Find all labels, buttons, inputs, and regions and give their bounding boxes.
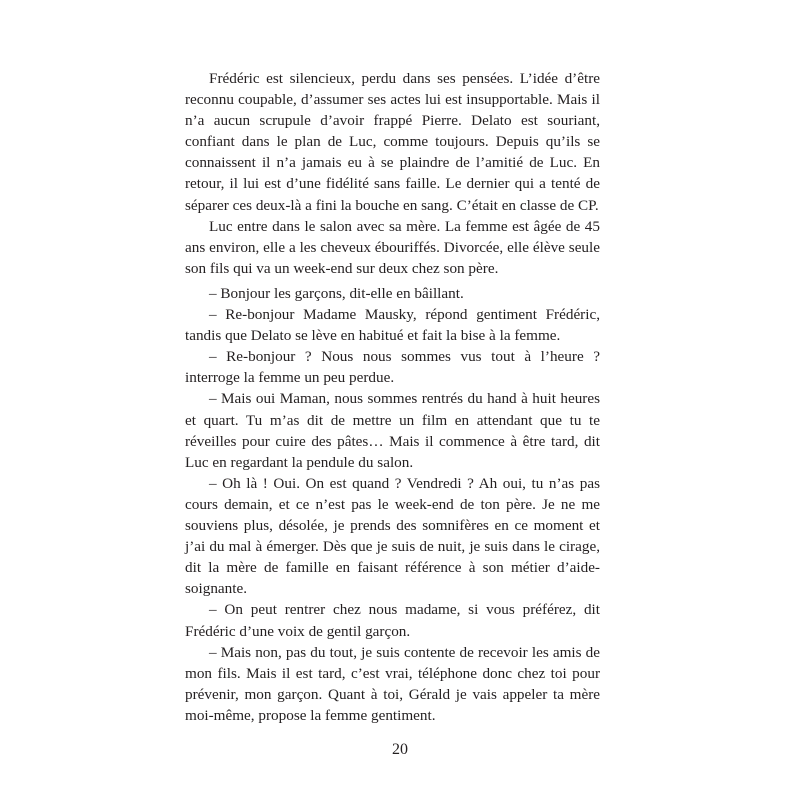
narrative-block	[185, 68, 600, 279]
dialogue-line: – Mais oui Maman, nous sommes rentrés du hand à huit heures et quart. Tu m’as dit de mettre un film en attendant que tu te réveilles pour cuire des pâtes… Mais il commence à être tard, dit Luc en regardant la pendule du salon.	[185, 390, 600, 471]
dialogue-line: – Re-bonjour Madame Mausky, répond gentiment Frédéric, tandis que Delato se lève en habitué et fait la bise à la femme.	[185, 306, 600, 345]
paragraph: Frédéric est silencieux, perdu dans ses pensées. L’idée d’être reconnu coupable, d’assumer ses actes lui est insupportable. Mais il n’a aucun scrupule d’avoir frappé Pierre. Delato est souriant, confiant dans le plan de Luc, comme toujours. Depuis qu’ils se connaissent il n’a jamais eu à se plaindre de l’amitié de Luc. En retour, il lui est d’une fidélité sans faille. Le dernier qui a tenté de séparer ces deux-là a fini la bouche en sang. C’était en classe de CP.	[185, 70, 600, 214]
dialogue-line: – Bonjour les garçons, dit-elle en bâillant.	[209, 285, 464, 302]
dialogue-line: – Re-bonjour ? Nous nous sommes vus tout à l’heure ? interroge la femme un peu perdue.	[185, 348, 600, 387]
paragraph: Luc entre dans le salon avec sa mère. La femme est âgée de 45 ans environ, elle a les cheveux ébouriffés. Divorcée, elle élève seule son fils qui va un week-end sur deux chez son père.	[185, 217, 600, 277]
page-number: 20	[392, 741, 408, 758]
dialogue-line: – Mais non, pas du tout, je suis contente de recevoir les amis de mon fils. Mais il est tard, c’est vrai, téléphone donc chez toi pour prévenir, mon garçon. Quant à toi, Gérald je vais appeler ta mère moi-même, propose la femme gentiment.	[185, 643, 600, 724]
dialogue-line: – On peut rentrer chez nous madame, si vous préférez, dit Frédéric d’une voix de gentil garçon.	[185, 601, 600, 640]
dialogue-block	[185, 283, 600, 726]
dialogue-line: – Oh là ! Oui. On est quand ? Vendredi ? Ah oui, tu n’as pas cours demain, et ce n’est pas le week-end de ton père. Je ne me souviens plus, désolée, je prends des somnifères en ce moment et j’ai du mal à émerger. Dès que je suis de nuit, je suis dans le cirage, dit la mère de famille en faisant référence à son métier d’aide-soignante.	[185, 474, 600, 598]
